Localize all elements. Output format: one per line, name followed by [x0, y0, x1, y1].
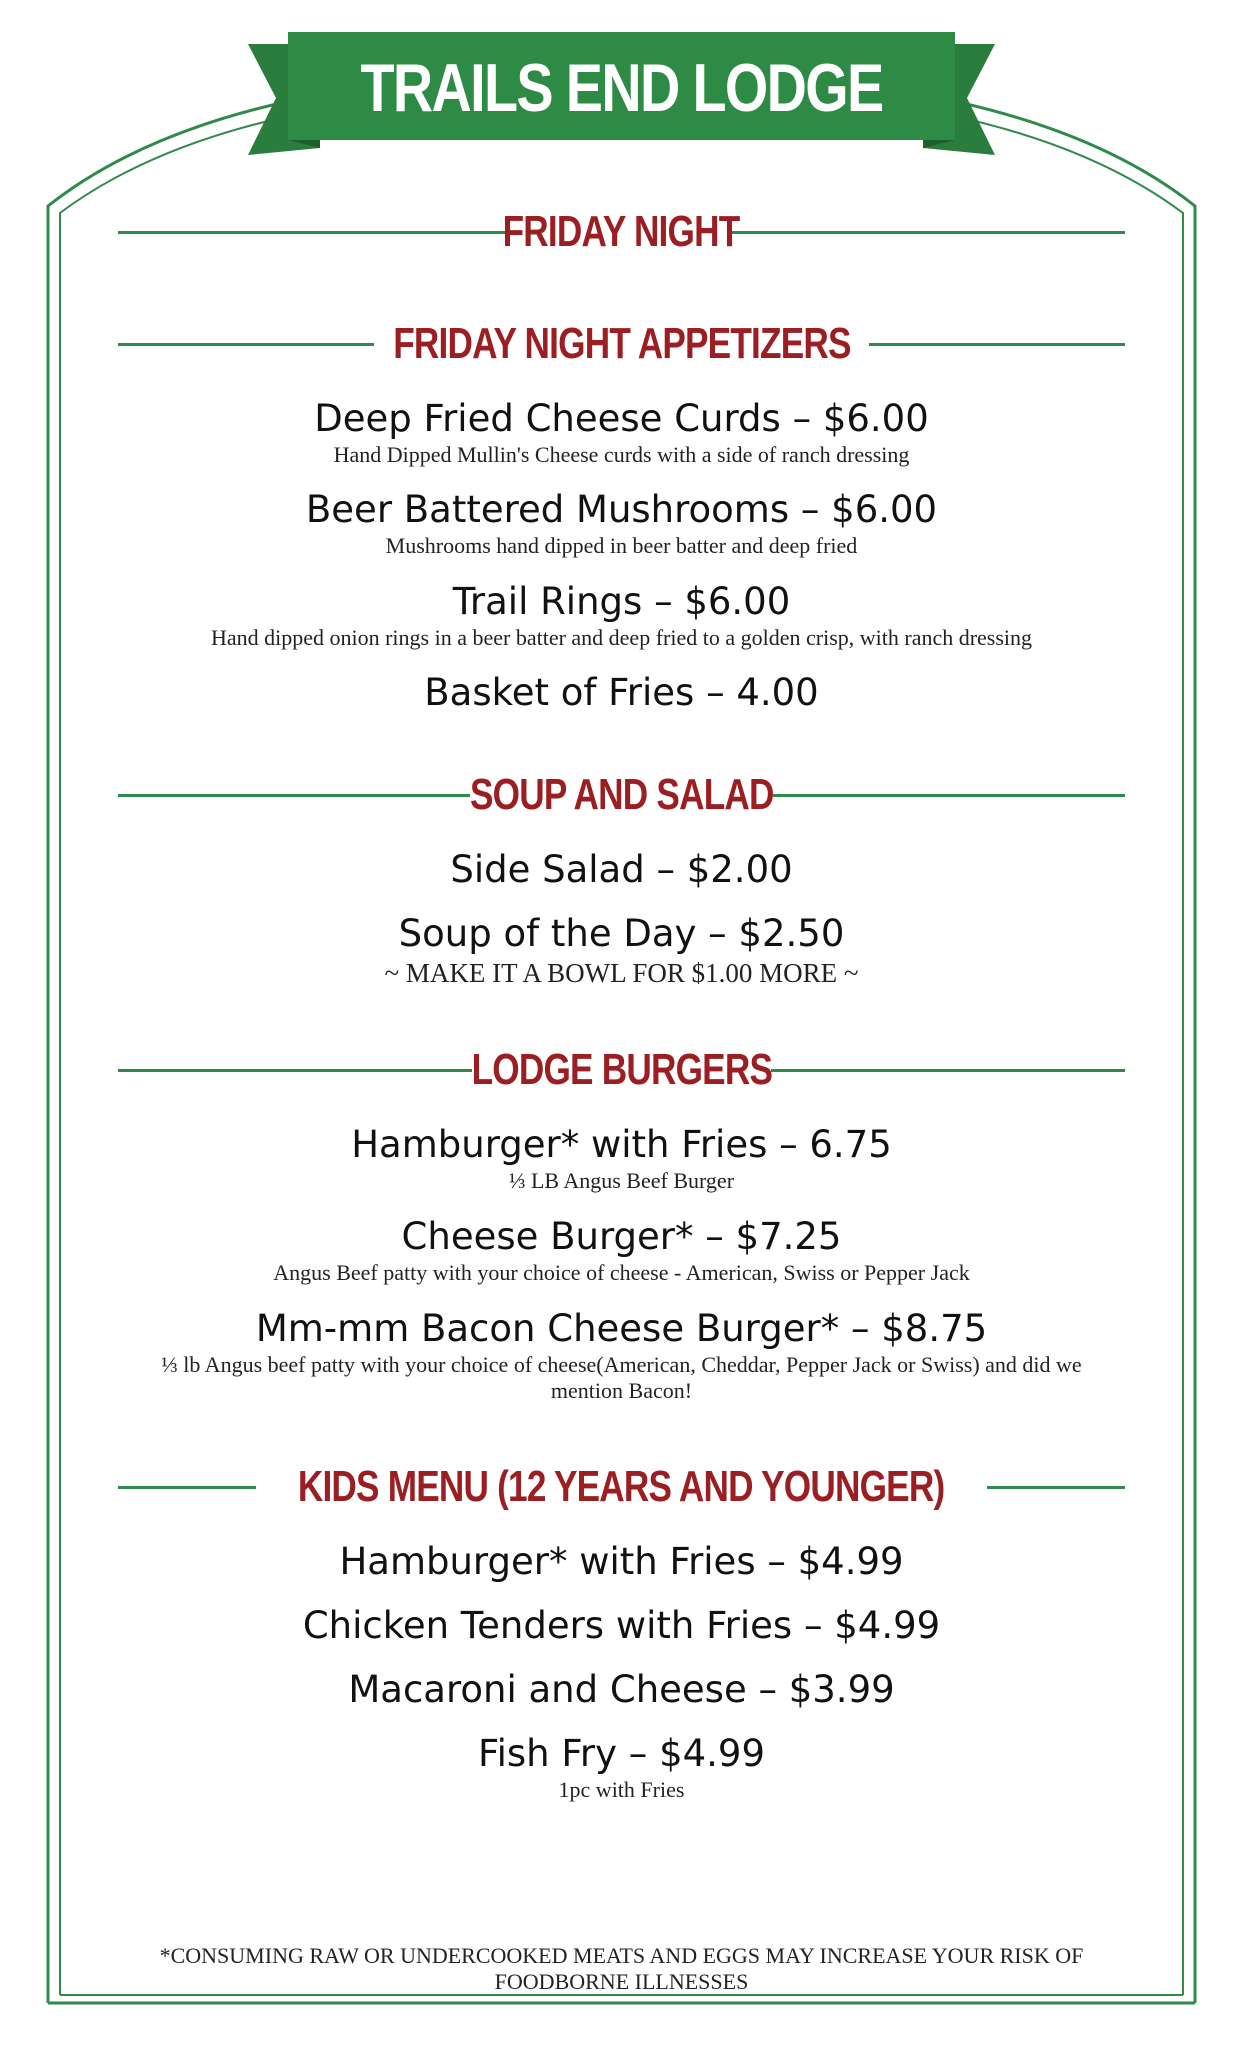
menu-item — [120, 487, 1123, 559]
item-name: Beer Battered Mushrooms – $6.00 — [305, 488, 938, 531]
item-description: Hand dipped onion rings in a beer batter and deep fried to a golden crisp, with ranch dressing — [210, 625, 1033, 650]
divider — [118, 343, 374, 346]
divider — [869, 343, 1125, 346]
section-heading-friday-night — [118, 202, 1125, 262]
menu-item — [120, 911, 1123, 989]
item-description: Angus Beef patty with your choice of cheese - American, Swiss or Pepper Jack — [273, 1260, 970, 1285]
menu-item — [120, 847, 1123, 893]
item-name: Deep Fried Cheese Curds – $6.00 — [314, 397, 929, 440]
item-name: Macaroni and Cheese – $3.99 — [348, 1668, 895, 1711]
menu-item — [120, 1122, 1123, 1194]
item-description: Mushrooms hand dipped in beer batter and deep fried — [385, 533, 858, 558]
section-title: LODGE BURGERS — [471, 1045, 772, 1094]
divider — [118, 1069, 472, 1072]
item-name: Cheese Burger* – $7.25 — [401, 1215, 842, 1258]
divider — [731, 231, 1125, 234]
menu-item — [120, 1539, 1123, 1585]
section-heading-soup-salad — [118, 765, 1125, 825]
section-heading-kids-menu — [118, 1457, 1125, 1517]
menu-item — [120, 579, 1123, 651]
item-name: Hamburger* with Fries – $4.99 — [339, 1540, 904, 1583]
menu-item — [120, 1603, 1123, 1649]
footer-disclaimer: *CONSUMING RAW OR UNDERCOOKED MEATS AND EGGS MAY INCREASE YOUR RISK OF FOODBORNE ILLNESSES — [159, 1943, 1084, 1994]
divider — [118, 231, 512, 234]
item-description: Hand Dipped Mullin's Cheese curds with a side of ranch dressing — [333, 442, 910, 467]
item-description: ⅓ lb Angus beef patty with your choice of cheese(American, Cheddar, Pepper Jack or Swiss) and did we mention Bacon! — [161, 1352, 1082, 1403]
menu-item — [120, 396, 1123, 468]
menu-item — [120, 1731, 1123, 1803]
section-title: FRIDAY NIGHT — [503, 207, 740, 256]
item-name: Hamburger* with Fries – 6.75 — [351, 1123, 892, 1166]
restaurant-name: TRAILS END LODGE — [360, 50, 883, 126]
menu-item — [120, 1667, 1123, 1713]
menu-item — [120, 1306, 1123, 1404]
item-name: Chicken Tenders with Fries – $4.99 — [302, 1604, 941, 1647]
divider — [987, 1486, 1125, 1489]
item-name: Trail Rings – $6.00 — [452, 580, 791, 623]
item-description: 1pc with Fries — [558, 1777, 685, 1802]
section-title: FRIDAY NIGHT APPETIZERS — [392, 319, 851, 368]
menu-item — [120, 1214, 1123, 1286]
item-name: Fish Fry – $4.99 — [477, 1732, 765, 1775]
item-name: Basket of Fries – 4.00 — [424, 671, 819, 714]
item-name: Mm-mm Bacon Cheese Burger* – $8.75 — [255, 1307, 988, 1350]
section-title: SOUP AND SALAD — [469, 770, 774, 819]
item-name: Soup of the Day – $2.50 — [398, 912, 845, 955]
divider — [118, 1486, 256, 1489]
section-heading-burgers — [118, 1040, 1125, 1100]
divider — [771, 1069, 1125, 1072]
item-name: Side Salad – $2.00 — [450, 848, 793, 891]
section-heading-appetizers — [118, 314, 1125, 374]
section-title: KIDS MENU (12 YEARS AND YOUNGER) — [298, 1462, 945, 1511]
menu-item — [120, 670, 1123, 716]
divider — [118, 794, 470, 797]
item-description: ⅓ LB Angus Beef Burger — [508, 1168, 735, 1193]
item-note: ~ MAKE IT A BOWL FOR $1.00 MORE ~ — [384, 958, 859, 988]
divider — [773, 794, 1125, 797]
